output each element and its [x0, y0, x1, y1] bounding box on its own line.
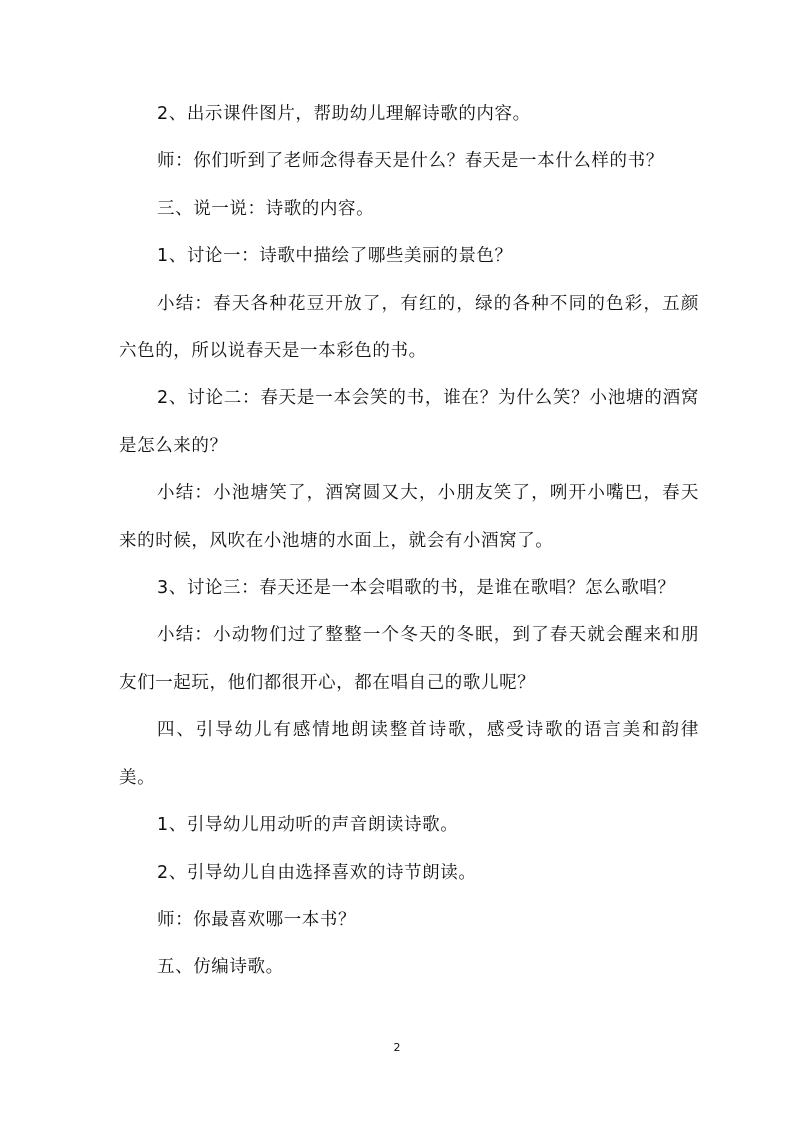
paragraph: 1、讨论一：诗歌中描绘了哪些美丽的景色？ [157, 246, 513, 267]
paragraph: 2、引导幼儿自由选择喜欢的诗节朗读。 [157, 862, 477, 883]
page-number: 2 [393, 1041, 401, 1054]
paragraph: 3、讨论三：春天还是一本会唱歌的书，是谁在歌唱？怎么歌唱？ [157, 578, 676, 599]
paragraph: 三、说一说：诗歌的内容。 [157, 198, 375, 219]
paragraph: 小结：小动物们过了整整一个冬天的冬眠，到了春天就会醒来和朋友们一起玩，他们都很开心，都在唱自己的歌儿呢？ [119, 625, 699, 693]
paragraph: 小结：春天各种花豆开放了，有红的，绿的各种不同的色彩，五颜六色的，所以说春天是一本彩色的书。 [119, 293, 699, 362]
paragraph: 2、出示课件图片，帮助幼儿理解诗歌的内容。 [157, 104, 531, 124]
paragraph: 五、仿编诗歌。 [157, 957, 284, 978]
document-body [119, 91, 699, 992]
paragraph: 四、引导幼儿有感情地朗读整首诗歌，感受诗歌的语言美和韵律美。 [119, 720, 699, 788]
paragraph: 师：你们听到了老师念得春天是什么？春天是一本什么样的书？ [157, 151, 664, 172]
paragraph: 1、引导幼儿用动听的声音朗读诗歌。 [157, 815, 459, 836]
paragraph: 小结：小池塘笑了，酒窝圆又大，小朋友笑了，咧开小嘴巴，春天来的时候，风吹在小池塘的水面上，就会有小酒窝了。 [119, 483, 699, 551]
paragraph: 师：你最喜欢哪一本书？ [157, 909, 357, 930]
paragraph: 2、讨论二：春天是一本会笑的书，谁在？为什么笑？小池塘的酒窝是怎么来的？ [119, 388, 699, 456]
